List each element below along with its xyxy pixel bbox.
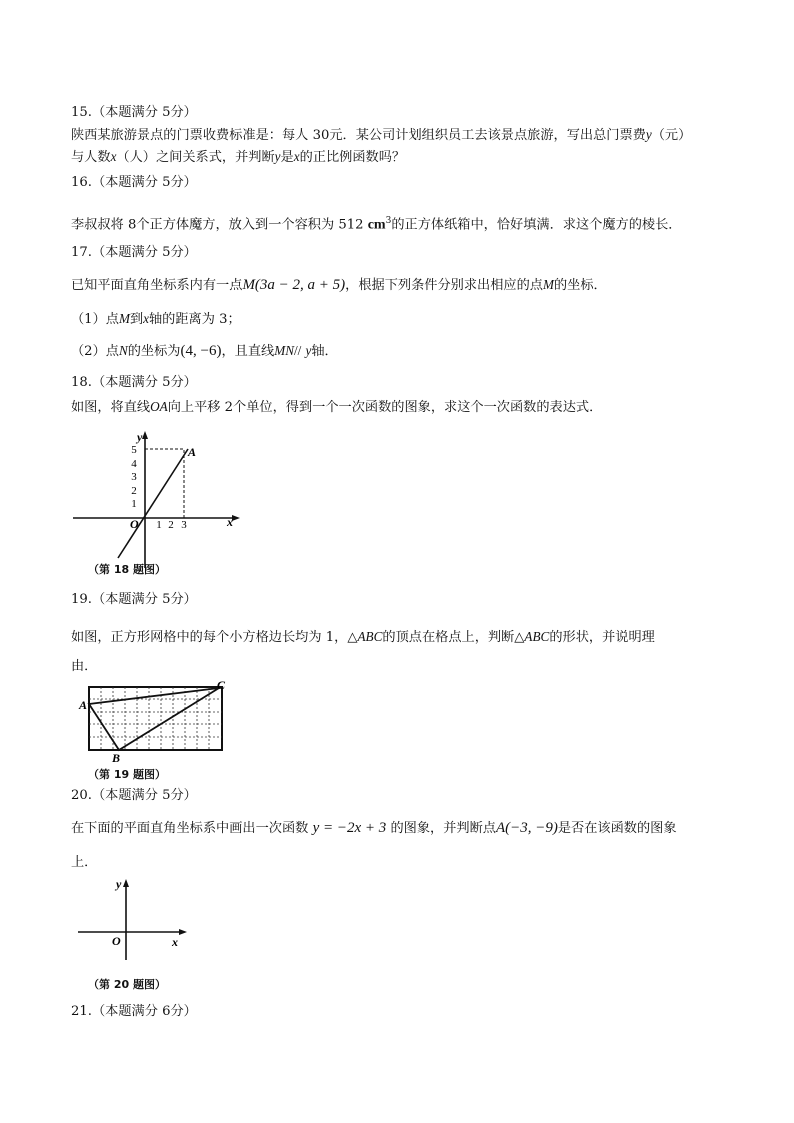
q20-x-arrow: [179, 929, 187, 935]
q19-text-a: 如图，正方形网格中的每个小方格边长均为 1，: [71, 630, 348, 645]
q18-text-b: 向上平移 2个单位，得到一个一次函数的图象，求这个一次函数的表达式．: [167, 400, 603, 415]
q20-text: [71, 819, 677, 838]
q17-header: 17.（本题满分 5分）: [71, 245, 197, 260]
q16-text-b: 的正方体纸箱中，恰好填满．求这个魔方的棱长．: [391, 217, 682, 233]
q19-header: 19.（本题满分 5分）: [71, 592, 197, 607]
q17-item2-b: 的坐标为: [127, 344, 181, 359]
q15-line2-a: 与人数: [71, 150, 111, 165]
q18-x-arrow: [232, 515, 240, 521]
q15-line2: [71, 148, 405, 167]
q19-caption: （第 19 题图）: [88, 768, 166, 781]
q17-item1: [71, 310, 241, 329]
q15-line2-c: 是: [280, 150, 294, 165]
q20-point: A(−3, −9): [495, 820, 558, 836]
q18-point-A: A: [188, 445, 197, 459]
q15-var-x2: x: [293, 149, 300, 164]
q17-parallel: //: [293, 343, 302, 358]
q16-text: [71, 212, 681, 234]
q17-point-expr: M(3a − 2, a + 5): [242, 277, 346, 293]
q18-text: [71, 398, 602, 417]
q17-item2: [71, 342, 338, 361]
q17-item1-b: 到: [129, 312, 144, 327]
q17-intro: [71, 276, 607, 295]
q18-line-OA: [118, 449, 188, 558]
q17-point-M: M: [542, 277, 554, 292]
q19-text-c: 的形状，并说明理: [549, 630, 655, 645]
q19-tri-1: △ABC: [347, 629, 383, 644]
q18-origin: O: [130, 517, 139, 531]
q19-figure: [74, 678, 234, 768]
q18-figure: [70, 428, 250, 578]
q20-figure: [75, 872, 195, 962]
q18-y-tick-3: 3: [131, 471, 137, 483]
q20-origin: O: [112, 934, 121, 948]
q18-x-ticks: [156, 519, 187, 531]
q18-line-OA: OA: [150, 399, 168, 414]
q19-label-A: A: [79, 698, 88, 712]
q20-x-label: x: [172, 935, 178, 949]
q18-x-tick-1: 1: [156, 519, 162, 531]
q20-text-b: 的图象，并判断点: [390, 821, 496, 836]
q15-line1: [71, 126, 691, 145]
q19-text: [71, 628, 655, 647]
q20-caption: （第 20 题图）: [88, 978, 166, 991]
q15-var-y: y: [645, 127, 652, 142]
q15-line1-text: 陕西某旅游景点的门票收费标准是：每人 30元．某公司计划组织员工去该景点旅游，写出总门票费: [71, 128, 646, 143]
q19-label-B: B: [112, 751, 121, 765]
q17-item1-M: M: [118, 311, 130, 326]
q17-item2-c: ，且直线: [221, 344, 275, 359]
q19-triangle: [89, 688, 219, 750]
q17-intro-a: 已知平面直角坐标系内有一点: [71, 278, 243, 293]
q16-unit: cm: [367, 217, 386, 233]
q17-var-y: y: [305, 343, 312, 358]
q20-text-end: 上．: [71, 855, 98, 870]
q15-line2-d: 的正比例函数吗？: [299, 150, 406, 165]
q17-intro-c: 的坐标．: [553, 278, 607, 293]
q20-text-c: 是否在该函数的图象: [557, 821, 677, 836]
q17-item1-x: x: [143, 311, 149, 326]
q17-intro-b: ，根据下列条件分别求出相应的点: [345, 278, 543, 293]
q17-item1-c: 轴的距离为 3；: [149, 312, 241, 327]
q18-y-tick-5: 5: [131, 444, 137, 456]
q18-text-a: 如图，将直线: [71, 400, 151, 415]
q18-y-arrow: [142, 431, 148, 439]
q18-caption: （第 18 题图）: [88, 563, 166, 576]
q17-line-MN: MN: [274, 343, 294, 358]
q19-text-end: 由．: [71, 659, 98, 674]
q15-line2-b: （人）之间关系式，并判断: [116, 150, 275, 165]
q16-exponent: 3: [385, 216, 392, 226]
q18-header: 18.（本题满分 5分）: [71, 375, 197, 390]
q17-item2-d: 轴．: [311, 344, 338, 359]
q18-y-label: y: [137, 430, 143, 444]
q17-coord-N: (4, −6): [180, 343, 222, 359]
q17-item2-a: （2）点: [71, 344, 119, 359]
q19-text-b: 的顶点在格点上，判断: [382, 630, 515, 645]
q20-text-a: 在下面的平面直角坐标系中画出一次函数: [71, 821, 309, 836]
q18-y-tick-1: 1: [131, 498, 137, 510]
q18-x-tick-3: 3: [181, 519, 187, 531]
q17-item1-a: （1）点: [71, 312, 119, 327]
q20-func: y = −2x + 3: [312, 820, 387, 836]
q18-y-tick-4: 4: [131, 458, 137, 470]
q18-y-ticks: [131, 444, 137, 510]
q19-tri-2: △ABC: [514, 629, 550, 644]
q20-header: 20.（本题满分 5分）: [71, 788, 197, 803]
q15-line1-end: （元）: [651, 128, 692, 143]
q20-y-label: y: [116, 877, 122, 891]
q18-x-label: x: [227, 515, 233, 529]
q17-point-N: N: [118, 343, 128, 358]
q16-header: 16.（本题满分 5分）: [71, 175, 197, 190]
q19-label-C: C: [217, 678, 226, 692]
q16-text-a: 李叔叔将 8个正方体魔方，放入到一个容积为 512: [71, 217, 364, 233]
q15-var-x: x: [110, 149, 117, 164]
q15-header: 15.（本题满分 5分）: [71, 105, 197, 120]
q21-header: 21.（本题满分 6分）: [71, 1004, 197, 1019]
q20-y-arrow: [123, 879, 129, 887]
q18-y-tick-2: 2: [131, 485, 137, 497]
q18-x-tick-2: 2: [168, 519, 174, 531]
q15-var-y2: y: [274, 149, 281, 164]
